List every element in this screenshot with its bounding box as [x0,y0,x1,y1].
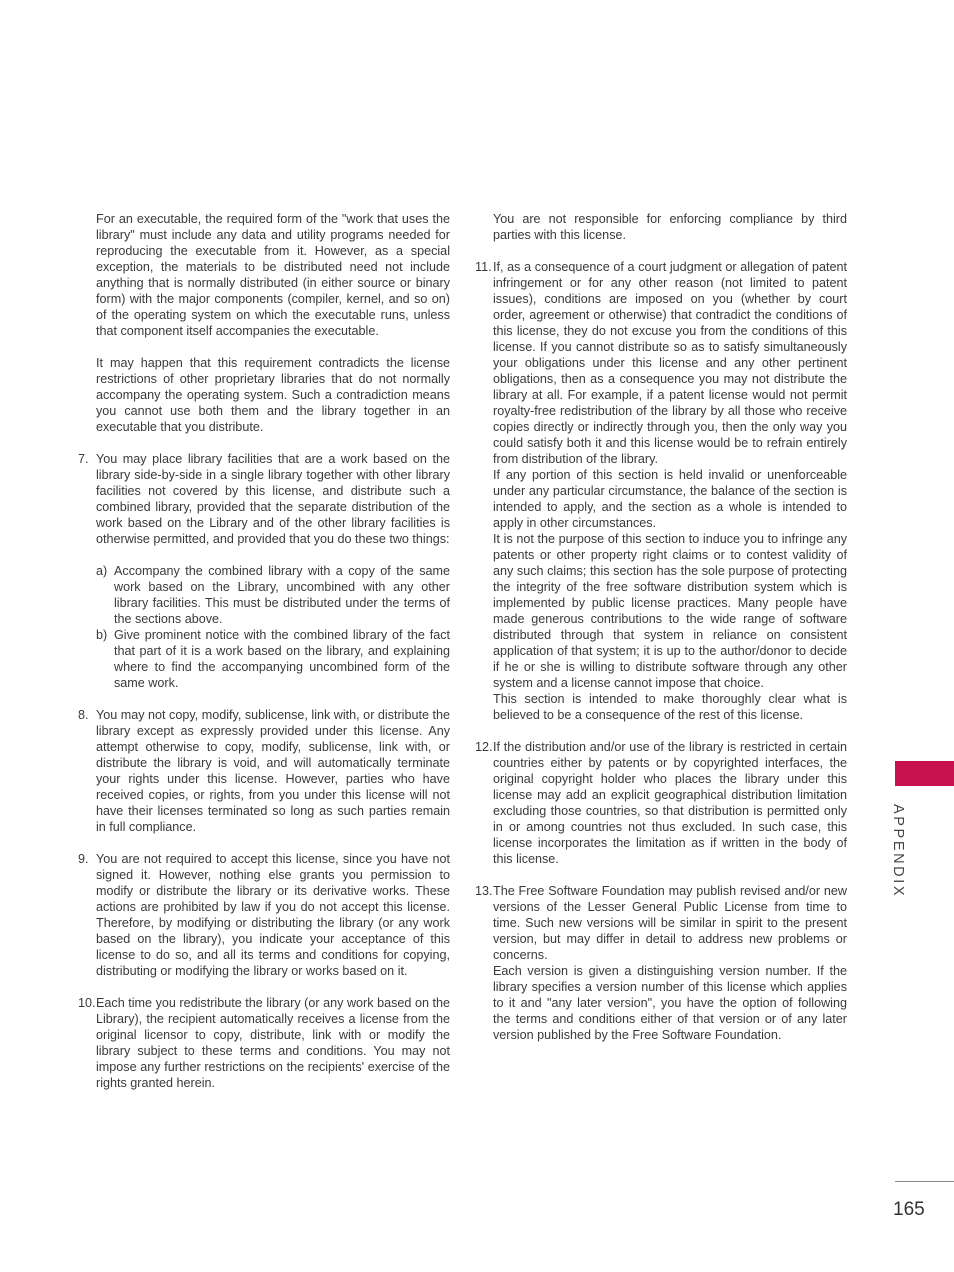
item-text: If any portion of this section is held invalid or unenforceable under any particular circumstance, the balance of the section is intended to apply, and the section as a whole is intended to apply in other circumstances. [493,468,847,530]
item-text: You are not required to accept this license, since you have not signed it. However, nothing else grants you permission to modify or distribute the library or its derivative works. These actions are prohibited by law if you do not accept this license. Therefore, by modifying or distributing the library (or any work based on the library), you indicate your acceptance of this license to do so, and all its terms and conditions for copying, distributing or modifying the library or works based on it. [96,852,450,978]
left-column [78,211,450,1091]
sub-item-text: Accompany the combined library with a copy of the same work based on the Library, uncombined with any other library facilities. This must be distributed under the terms of the sections above. [114,564,450,626]
item-text: You may place library facilities that are a work based on the library side-by-side in a single library together with other library facilities not covered by this license, and distribute such a combined library, provided that the separate distribution of the work based on the Library and of the other library facilities is otherwise permitted, and provided that you do these two things: [96,452,450,546]
sub-item-a [78,563,450,627]
list-item-10 [78,995,450,1091]
right-column [475,211,847,1043]
list-item-9 [78,851,450,979]
item-text: If, as a consequence of a court judgment or allegation of patent infringement or for any other reason (not limited to patent issues), conditions are imposed on you (whether by court order, agreement or otherwise) that contradict the conditions of this license, they do not excuse you from the conditions of this license. If you cannot distribute so as to satisfy simultaneously your obligations under this license and any other pertinent obligations, then as a consequence you may not distribute the library at all. For example, if a patent license would not permit royalty-free redistribution of the library by all those who receive copies directly or indirectly through you, then the only way you could satisfy both it and this license would be to refrain entirely from distribution of the library. [493,260,847,466]
page-number: 165 [893,1199,925,1220]
item-number: 8. [78,708,89,722]
sub-item-label: a) [96,564,108,578]
list-item-12 [475,739,847,867]
list-item-13 [475,883,847,1043]
item-text: It is not the purpose of this section to induce you to infringe any patents or other property right claims or to contest validity of any such claims; this section has the sole purpose of protecting the integrity of the free software distribution system which is implemented by public license practices. Many people have made generous contributions to the wide range of software distributed through that system in reliance on consistent application of that system; it is up to the author/donor to decide if he or she is willing to distribute software through any other system and a license cannot impose that choice. [493,532,847,690]
footer-divider [895,1181,954,1182]
item-text: Each version is given a distinguishing version number. If the library specifies a version number of this license which applies to it and "any later version", you have the option of following the terms and conditions either of that version or of any later version published by the Free Software Foundation. [493,964,847,1042]
sub-item-label: b) [96,628,108,642]
paragraph: It may happen that this requirement contradicts the license restrictions of other proprietary libraries that do not normally accompany the operating system. Such a contradiction means you cannot use both them and the library together in an executable that you distribute. [96,356,450,434]
sub-item-text: Give prominent notice with the combined library of the fact that part of it is a work based on the library, and explaining where to find the accompanying uncombined form of the same work. [114,628,450,690]
item-number: 13. [475,884,493,898]
item-text: If the distribution and/or use of the library is restricted in certain countries either by patents or by copyrighted interfaces, the original copyright holder who places the library under this license may add an explicit geographical distribution limitation excluding those countries, so that distribution is permitted only in or among countries not thus excluded. In such case, this license incorporates the limitation as if written in the body of this license. [493,740,847,866]
section-label: APPENDIX [890,804,906,899]
list-item-7 [78,451,450,547]
item-number: 9. [78,852,89,866]
paragraph: For an executable, the required form of the "work that uses the library" must include any data and utility programs needed for reproducing the executable from it. However, as a special exception, the materials to be distributed need not include anything that is normally distributed (in either source or binary form) with the major components (compiler, kernel, and so on) of the operating system on which the executable runs, unless that component itself accompanies the executable. [96,212,450,338]
item-number: 11. [475,260,492,274]
section-tab-marker [895,761,954,786]
list-item-8 [78,707,450,835]
item-number: 10. [78,996,96,1010]
item-text: You may not copy, modify, sublicense, link with, or distribute the library except as expressly provided under this license. Any attempt otherwise to copy, modify, sublicense, link with, or distribute the library is void, and will automatically terminate your rights under this license. However, parties who have received copies, or rights, from you under this license will not have their licenses terminated so long as such parties remain in full compliance. [96,708,450,834]
item-text: This section is intended to make thoroughly clear what is believed to be a consequence of the rest of this license. [493,692,847,722]
sub-item-b [78,627,450,691]
paragraph: You are not responsible for enforcing compliance by third parties with this license. [493,212,847,242]
list-item-11 [475,259,847,723]
item-text: The Free Software Foundation may publish revised and/or new versions of the Lesser General Public License from time to time. Such new versions will be similar in spirit to the present version, but may differ in detail to address new problems or concerns. [493,884,847,962]
item-number: 12. [475,740,493,754]
item-text: Each time you redistribute the library (or any work based on the Library), the recipient automatically receives a license from the original licensor to copy, distribute, link with or modify the library subject to these terms and conditions. You may not impose any further restrictions on the recipients' exercise of the rights granted herein. [96,996,450,1090]
item-number: 7. [78,452,89,466]
